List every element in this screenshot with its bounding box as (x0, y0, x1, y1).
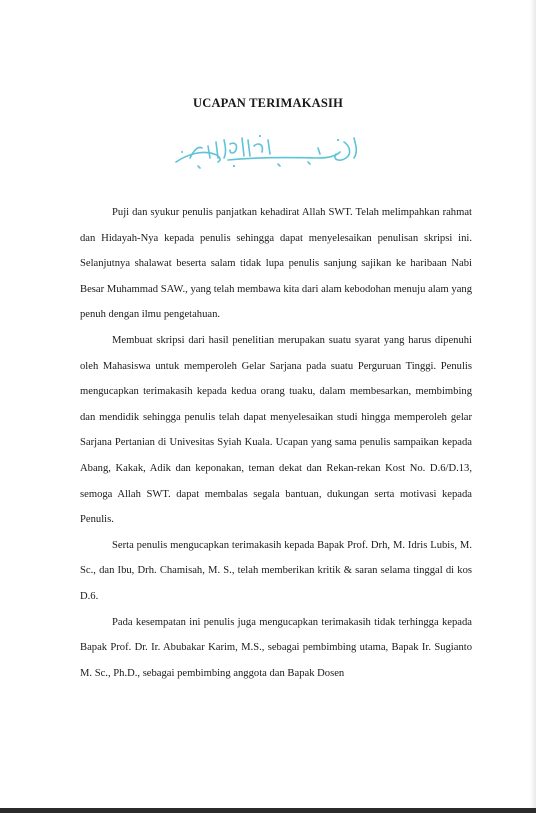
body-text (80, 200, 472, 686)
paragraph-thesis-requirement: Membuat skripsi dari hasil penelitian merupakan suatu syarat yang harus dipenuhi oleh Mahasiswa untuk memperoleh Gelar Sarjana pada suatu Perguruan Tinggi. Penulis mengucapkan terimakasih kepada kedua orang tuaku, dalam membesarkan, membimbing dan mendidik sehingga penulis telah dapat menyelesaikan studi hingga memperoleh gelar Sarjana Pertanian di Univesitas Syiah Kuala. Ucapan yang sama penulis sampaikan kepada Abang, Kakak, Adik dan keponakan, teman dekat dan Rekan-rekan Kost No. D.6/D.13, semoga Allah SWT. dapat membalas segala bantuan, dukungan serta motivasi kepada Penulis. (80, 334, 472, 526)
paragraph-gratitude-god: Puji dan syukur penulis panjatkan kehadirat Allah SWT. Telah melimpahkan rahmat dan Hidayah-Nya kepada penulis sehingga dapat menyelesaikan penulisan skripsi ini. Selanjutnya shalawat beserta salam tidak lupa penulis sanjung sajikan ke haribaan Nabi Besar Muhammad SAW., yang telah membawa kita dari alam kebodohan menuju alam yang penuh dengan ilmu pengetahuan. (80, 207, 472, 321)
page-title: UCAPAN TERIMAKASIH (192, 96, 344, 110)
scan-bottom-edge (0, 808, 536, 813)
paragraph-thanks-supervisors: Pada kesempatan ini penulis juga mengucapkan terimakasih tidak terhingga kepada Bapak Prof. Dr. Ir. Abubakar Karim, M.S., sebagai pembimbing utama, Bapak Ir. Sugianto M. Sc., Ph.D., sebagai pembimbing anggota dan Bapak Dosen (80, 616, 472, 679)
basmala-calligraphy-icon (168, 128, 368, 172)
paragraph-thanks-hosts: Serta penulis mengucapkan terimakasih kepada Bapak Prof. Drh, M. Idris Lubis, M. Sc., dan Ibu, Drh. Chamisah, M. S., telah memberikan kritik & saran selama tinggal di kos D.6. (80, 539, 472, 602)
scan-right-edge (530, 0, 536, 813)
